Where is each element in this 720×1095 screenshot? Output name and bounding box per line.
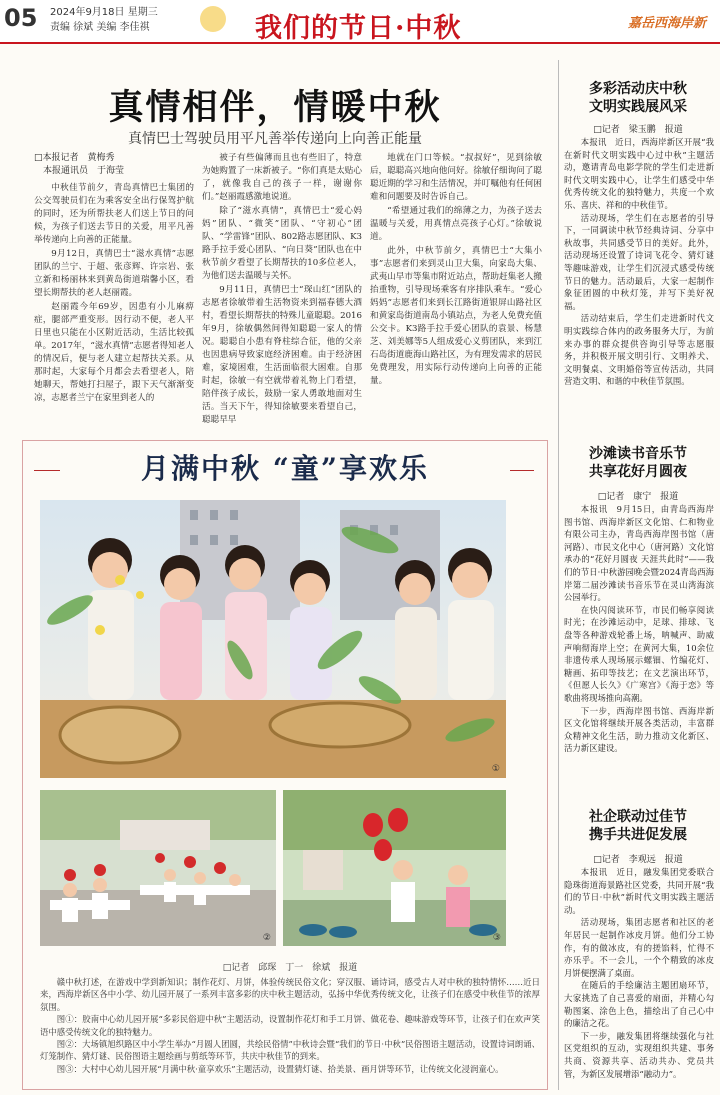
paragraph: 此外，中秋节前夕，真情巴士“大集小事”志愿者们来到灵山卫大集，向家岛大集、武夷山早市等集市附近站点，帮助赶集老人搬抬重物，引导现场乘客有序排队乘车。“爱心妈妈”志愿者们来到长江路街道银屏山路社区和黄家岛街道南岛小镇站点，为老人免费充值公交卡。K3路手拉手爱心团队的袁景、杨慧芝、刘美娜等5人组成爱心义剪团队，来到江石岛街道鹿海山路社区，为有理发需求的居民免费理发，用实际行动传递向上向善的正能量。: [370, 246, 542, 386]
paragraph: 本报讯 近日，融发集团党委联合隐珠街道海景路社区党委，共同开展“我们的节日·中秋”新时代文明实践主题活动。: [564, 867, 714, 915]
feature-byline: □记者 邱琛 丁一 徐斌 报道: [222, 963, 358, 973]
paragraph: 除了“滋水真情”，真情巴士“爱心妈妈”团队、“微笑”团队、“守初心”团队、“学雷锋”团队、802路志愿团队、K3路手拉手爱心团队、“向日葵”团队也在中秋节前夕看望了长期帮扶的10多位老人，为他们送去温暖与关怀。: [202, 206, 362, 281]
article-1-byline: □记者 梁玉鹏 报道: [593, 125, 683, 135]
article-3-title: [562, 808, 714, 844]
issue-date: 2024年9月18日 星期三: [50, 7, 158, 18]
moon-rabbit-icon: [200, 6, 226, 32]
paragraph: 本报讯 9月15日，由青岛西海岸图书馆、西海岸新区文化馆、仁和物业有限公司主办，青岛西海岸图书馆（唐河路）、市民文化中心（唐河路）文化馆承办的“花好月圆夜 天涯共此时”——我们的节日·中秋游园晚会暨2024青岛西海岸第二届沙滩读书音乐节在灵山湾海滨公园举行。: [564, 504, 714, 603]
title-line: 沙滩读书音乐节: [589, 446, 687, 462]
paragraph: 在快闪阅读环节，市民们畅享阅读时光；在沙滩运动中，足球、排球、飞盘等各种游戏轮番上场，呐喊声、助威声响彻海岸上空；在黄河大集，10余位非遗传承人现场展示螺钿、竹编花灯、糖画、拓印等技艺；在文艺演出环节，《但愿人长久》《广寒宫》《海于恋》等歌曲将现场推向高潮。: [564, 604, 714, 703]
page-number: 05: [4, 4, 38, 32]
column-divider: [558, 60, 559, 1090]
photo-children-mooncakes: [40, 500, 506, 778]
caption-paragraph: 图③：大村中心幼儿园开展“月满中秋·童享欢乐”主题活动，设置猜灯谜、拾美景、画月饼等环节，让传统文化浸润童心。: [56, 1063, 504, 1074]
byline-line: □本报记者 黄梅秀: [34, 153, 115, 163]
paragraph: 在随后的手绘廉洁主题团扇环节，大家挑选了自己喜爱的扇面，并精心勾勒图案、涂色上色，描绘出了自己心中的廉洁之花。: [564, 980, 714, 1029]
brand-slogan: 嘉岳西海岸新: [627, 16, 706, 31]
paragraph: 被子有些偏薄而且也有些旧了，特意为她购置了一床新被子。“你们真是太贴心了，就像我自己的孩子一样，谢谢你们。”赵丽霞感激地说道。: [202, 153, 362, 202]
caption-paragraph: 图②：大场镇旭织路区中小学生举办“月圆人团圆，共绘民俗情”中秋诗会暨“我们的节日·中秋”民俗图语主题活动，设置诗词朗诵、灯笼制作、猜灯谜、民俗图语主题绘画与剪纸等环节，共庆中秋佳节的到来。: [40, 1039, 540, 1062]
article-2-body: [564, 503, 714, 793]
article-3-body: [564, 866, 714, 1091]
paragraph: 本报讯 近日，西海岸新区开展“我在新时代文明实践中心过中秋”主题活动，邀请青岛电影学院的学生们走进新时代文明实践中心，让学生们感受中华优秀传统文化的独特魅力，共度一个欢乐、喜庆、祥和的中秋佳节。: [564, 137, 714, 210]
photo-illustration: [40, 500, 506, 778]
title-line: 共享花好月圆夜: [589, 464, 687, 480]
paragraph: 活动结束后，学生们走进新时代文明实践综合体内的政务服务大厅，为前来办事的群众提供咨询引导等志愿服务，并积极开展文明引行、文明养犬、文明餐桌、文明婚俗等宣传活动，共同营造文明、和谐的中秋佳节氛围。: [564, 313, 714, 387]
photo-number: ③: [492, 933, 501, 943]
feature-headline: 月满中秋 “童”享欢乐: [60, 447, 510, 487]
title-line: 携手共进促发展: [589, 827, 687, 843]
main-subheadline: 真情巴士驾驶员用平凡善举传递向上向善正能量: [128, 131, 422, 147]
paragraph: 下一步，西海岸图书馆、西海岸新区文化馆将继续开展各类活动，丰富群众精神文化生活，助力推动文化新区、活力新区建设。: [564, 705, 714, 754]
paragraph: 9月12日，真情巴士“滋水真情”志愿团队的兰宁、于超、张彦辉、许宗岩、张立新和杨丽林来到黄岛街道瑞馨小区，看望长期帮扶的老人赵丽霞。: [34, 249, 194, 298]
paragraph: “希望通过我们的绵薄之力，为孩子送去温暖与关爱，用真情点亮孩子心灯。”徐敏说道。: [370, 206, 542, 242]
title-line: 社企联动过佳节: [589, 809, 687, 825]
issue-meta: [50, 5, 158, 35]
main-column-1: [34, 182, 194, 432]
photo-illustration: [40, 790, 276, 946]
issue-editors: 责编 徐斌 美编 李佳祺: [50, 22, 150, 33]
title-line: 多彩活动庆中秋: [589, 81, 687, 97]
caption-paragraph: 图①：胶南中心幼儿园开展“多彩民俗迎中秋”主题活动，设置制作花灯和手工月饼、做花卷、趣味游戏等环节，让孩子们在欢声笑语中感受传统文化的独特魅力。: [40, 1014, 540, 1037]
paragraph: 地就在门口等候。“叔叔好”，见到徐敏后，聪聪高兴地向他问好。徐敏仔细询问了聪聪近期的学习和生活情况，并叮嘱他有任何困难和问题要及时告诉自己。: [370, 153, 542, 202]
article-1-title: [562, 80, 714, 116]
main-column-3: [370, 152, 542, 432]
byline-line: 本报通讯员 于海莹: [34, 166, 125, 176]
paragraph: 下一步，融发集团将继续强化与社区党组织的互动，实现组织共建、事务共商、资源共享、活动共办、党员共管，为新区发展增添“融动力”。: [564, 1030, 714, 1079]
main-column-2: [202, 152, 362, 432]
paragraph: 活动现场，学生们在志愿者的引导下，一同调读中秋节经典诗词、分享中秋故事，共同感受节日的美好。此外，活动现场还设置了诗词飞花令、猜灯谜等趣味游戏，让学生们沉浸式感受传统节日的魅力。活动最后，大家一起制作象征团圆的中秋灯笼，并写下美好祝福。: [564, 212, 714, 311]
photo-kids-red-lanterns: [283, 790, 506, 946]
article-2-title: [562, 445, 714, 481]
photo-number: ②: [262, 933, 271, 943]
photo-illustration: [283, 790, 506, 946]
article-3-byline: □记者 李观远 报道: [593, 855, 683, 865]
photo-students-lanterns: [40, 790, 276, 946]
page-header: [0, 0, 720, 44]
paragraph: 赵丽霞今年69岁，因患有小儿麻痹症，腿部严重变形。因行动不便，老人平日里也只能在小区附近活动，生活比较孤单。2017年，“滋水真情”志愿者得知老人的情况后，便与老人建立起帮扶关系。从那时起，大家每个月都会去看望老人，陪她聊天，帮她打扫屋子，跟下天气渐渐变凉，志愿者兰宁在家里到老人的: [34, 302, 194, 403]
paragraph: 中秋佳节前夕，青岛真情巴士集团的公交驾驶员们在为乘客安全出行保驾护航的同时，还为所帮扶老人们送上节日的问候，为孩子们送去节日的关爱，用平凡善举传递向上向善的正能量。: [34, 183, 194, 245]
photo-number: ①: [491, 764, 500, 774]
festival-banner: 我们的节日·中秋: [255, 13, 462, 44]
title-line: 文明实践展风采: [589, 99, 687, 115]
main-headline: 真情相伴，情暖中秋: [108, 87, 442, 128]
paragraph: 9月11日，真情巴士“琛山红”团队的志愿者徐敏带着生活物资来到福春德大酒村，看望长期帮扶的特殊儿童聪聪。2016年9月，徐敏偶然间得知聪聪一家人的情况。聪聪自小患有脊柱综合征，他的父亲也因患病导致家庭经济困难。由于经济困难，家境困难，生活面临很大困难。自那时起，徐敏一有空就带着礼物上门看望，陪伴孩子成长，鼓励一家人勇敢地面对生活。当天下午，得知徐敏要来看望自己，聪聪早早: [202, 285, 362, 425]
paragraph: 活动现场，集团志愿者和社区的老年居民一起制作冰皮月饼。他们分工协作，有的做冰皮，有的搓馅料，忙得不亦乐乎。不一会儿，一个个精致的冰皮月饼便摆满了桌面。: [564, 917, 714, 978]
main-byline: [34, 152, 224, 178]
feature-caption: [40, 960, 540, 1075]
caption-paragraph: 赣中秋打述，在游戏中学到新知识；制作花灯、月饼，体验传统民俗文化；穿汉服、诵诗词，感受古人对中秋的独特情怀……近日来，西海岸新区各中小学、幼儿园开展了一系列丰富多彩的庆中秋主题活动，弘扬中华优秀传统文化，让孩子们在感受中秋佳节的浓厚氛围。: [40, 977, 540, 1012]
article-1-body: [564, 136, 714, 426]
article-2-byline: □记者 康宁 报道: [597, 492, 679, 502]
